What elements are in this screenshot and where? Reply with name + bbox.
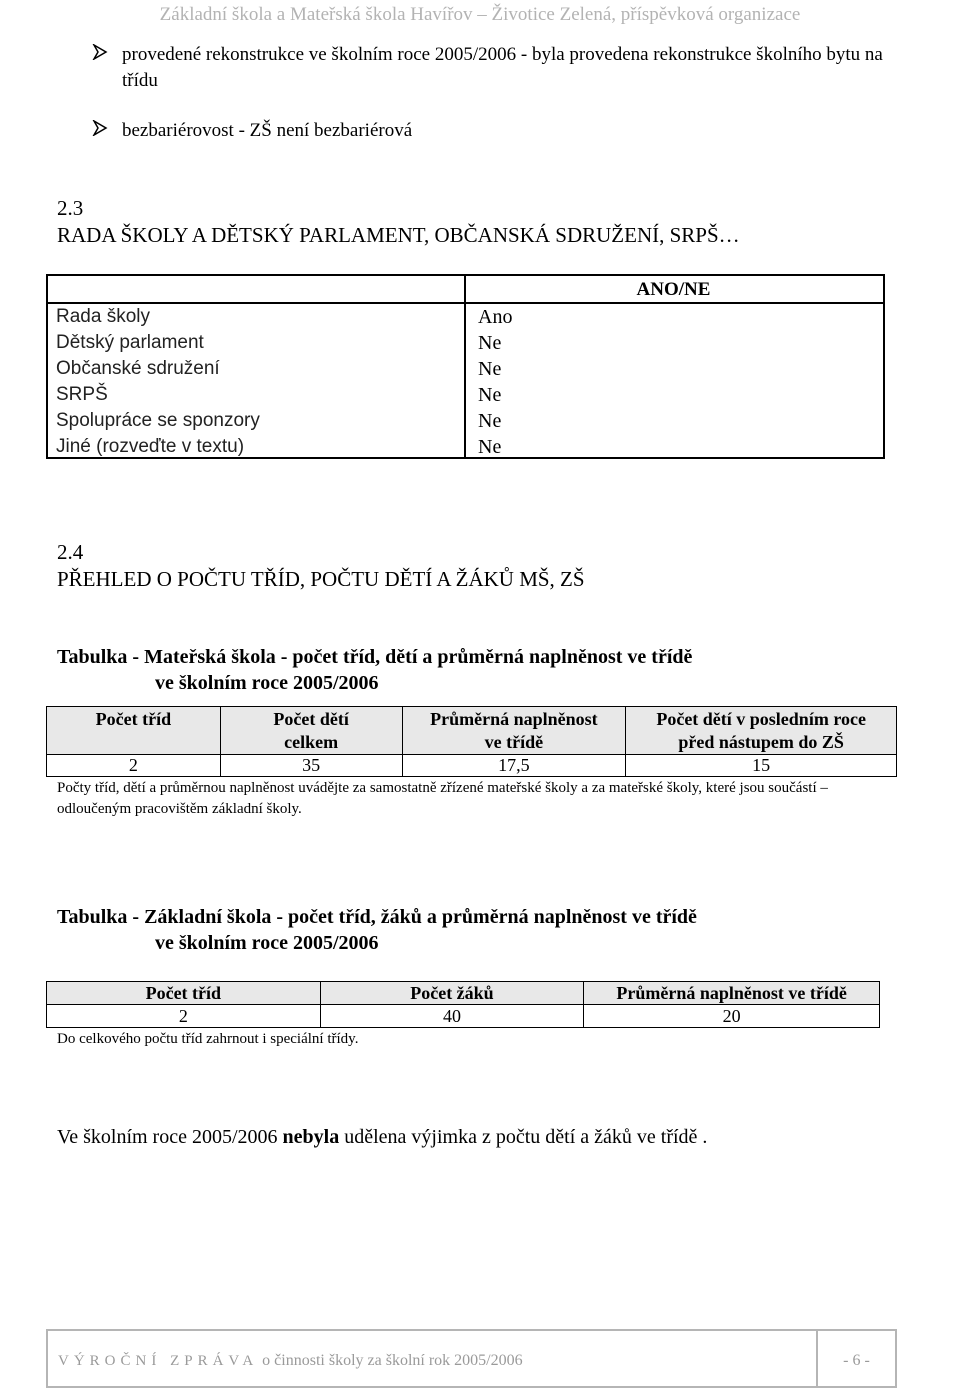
ms-header-cell: Průměrná naplněnost ve třídě — [402, 707, 626, 755]
ms-table-note: Počty tříd, dětí a průměrnou naplněnost uvádějte za samostatně zřízené mateřské školy a za mateřské školy, které jsou součástí – odloučeným pracovištěm základní školy. — [57, 780, 828, 817]
ms-table — [46, 706, 897, 777]
page-number: - 6 - — [843, 1352, 870, 1369]
zs-table-title-line1: Tabulka - Základní škola - počet tříd, žáků a průměrná naplněnost ve třídě — [57, 906, 697, 928]
ms-table-title-line2: ve školním roce 2005/2006 — [155, 672, 379, 694]
arrow-bullet-icon — [92, 44, 108, 60]
ms-value-cell: 17,5 — [402, 755, 626, 777]
ms-header-cell: Počet dětí v posledním roce před nástupem do ZŠ — [626, 707, 897, 755]
exemption-paragraph: Ve školním roce 2005/2006 nebyla udělena výjimka z počtu dětí a žáků ve třídě . — [57, 1126, 708, 1148]
council-label: Občanské sdružení — [56, 358, 220, 379]
council-label: Rada školy — [56, 306, 150, 327]
section-number: 2.4 — [57, 540, 84, 564]
council-table — [46, 274, 885, 459]
zs-table-title-line2: ve školním roce 2005/2006 — [155, 932, 379, 954]
ms-value-cell: 35 — [220, 755, 402, 777]
section-number: 2.3 — [57, 196, 84, 220]
council-label: Dětský parlament — [56, 332, 204, 353]
council-labels — [56, 304, 260, 460]
zs-header-cell: Počet žáků — [320, 982, 584, 1005]
zs-header-cell: Průměrná naplněnost ve třídě — [584, 982, 880, 1005]
ms-header-cell: Počet tříd — [47, 707, 221, 755]
page-footer — [46, 1329, 897, 1388]
zs-value-cell: 20 — [584, 1005, 880, 1028]
ms-table-title-line1: Tabulka - Mateřská škola - počet tříd, dětí a průměrná naplněnost ve třídě — [57, 646, 693, 668]
page-header: Základní škola a Mateřská škola Havířov – Životice Zelená, příspěvková organizace — [159, 4, 801, 25]
ms-header-cell: Počet dětí celkem — [220, 707, 402, 755]
arrow-bullet-icon — [92, 120, 108, 136]
council-label: Jiné (rozveďte v textu) — [56, 436, 245, 457]
ms-table-title — [57, 644, 692, 696]
council-value: Ne — [478, 436, 502, 458]
council-value: Ne — [478, 332, 502, 354]
council-value: Ne — [478, 410, 502, 432]
council-table-header: ANO/NE — [636, 279, 711, 300]
council-label: SRPŠ — [56, 384, 108, 405]
emphasis-text: nebyla — [282, 1126, 340, 1148]
council-value: Ne — [478, 384, 502, 406]
section-title: PŘEHLED O POČTU TŘÍD, POČTU DĚTÍ A ŽÁKŮ MŠ, ZŠ — [57, 567, 585, 591]
council-values — [478, 304, 512, 460]
ms-value-cell: 15 — [626, 755, 897, 777]
footer-title: VÝROČNÍ ZPRÁVA o činnosti školy za školní rok 2005/2006 — [58, 1352, 523, 1369]
council-label: Spolupráce se sponzory — [56, 410, 260, 431]
council-value: Ne — [478, 358, 502, 380]
zs-value-cell: 40 — [320, 1005, 584, 1028]
bullet-text: bezbariérovost - ZŠ není bezbariérová — [122, 120, 413, 141]
ms-value-cell: 2 — [47, 755, 221, 777]
zs-table — [46, 981, 880, 1028]
zs-table-title — [57, 904, 697, 956]
zs-table-note: Do celkového počtu tříd zahrnout i speciální třídy. — [57, 1031, 359, 1047]
zs-header-cell: Počet tříd — [47, 982, 321, 1005]
bullet-text: provedené rekonstrukce ve školním roce 2005/2006 - byla provedena rekonstrukce školního bytu na třídu — [122, 44, 883, 91]
council-value: Ano — [478, 306, 513, 328]
zs-value-cell: 2 — [47, 1005, 321, 1028]
section-title: RADA ŠKOLY A DĚTSKÝ PARLAMENT, OBČANSKÁ SDRUŽENÍ, SRPŠ… — [57, 223, 740, 247]
